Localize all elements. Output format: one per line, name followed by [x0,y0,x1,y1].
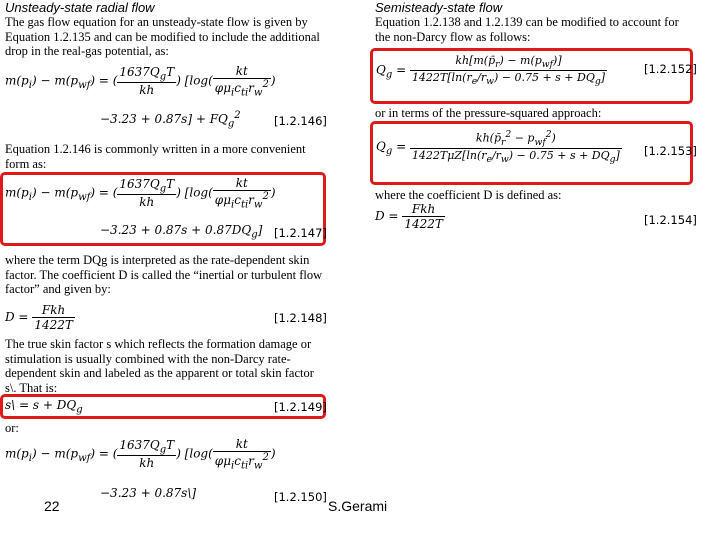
unsteady-intro: The gas flow equation for an unsteady-state flow is given by Equation 1.2.135 and can be modified to include the additional drop in the real-gas potential, as: [5,15,320,58]
eq-148-number: [1.2.148] [274,311,327,325]
author-name: S.Gerami [328,498,388,514]
eq-148: D = $\frac{\text{Fkh}}{1422T}$ [5,303,73,332]
pressure-squared-text: or in terms of the pressure-squared approach: [375,106,602,120]
page-number: 22 [44,498,60,514]
eq-152-number: [1.2.152] [644,62,697,76]
eq-154-number: [1.2.154] [644,213,697,227]
eq-150-line1: $m(p_i) - m(p_{wf})$ = ( $\frac{1637Q_gT}{kh}$ ) [log( $\frac{kt}{\varphi\mu_ic_{ti}r_w^2}$ ) [5,437,276,472]
eq-154: D = $\frac{\text{Fkh}}{1422T}$ [375,202,443,231]
or-text: or: [5,421,19,435]
coefficient-d-text: where the coefficient D is defined as: [375,188,562,202]
eq-152: $Q_g$ = $\frac{kh[m(p̄_r) - m(p_{wf})]}{1422T[\ln(r_e/r_w) - 0.75 + s + DQ_g]}$ [376,54,606,88]
eq-146-line1: $m(p_i) - m(p_{wf})$ = ( $\frac{1637Q_gT}{kh}$ ) [log( $\frac{kt}{\varphi\mu_ic_{ti}r_w^2}$ ) [5,64,276,99]
eq-147-line1: $m(p_i) - m(p_{wf})$ = ( $\frac{1637Q_gT}{kh}$ ) [log( $\frac{kt}{\varphi\mu_ic_{ti}r_w^2}$ ) [5,176,276,211]
eq-147-line2: $-3.23 + 0.87s + 0.87DQ_g$] [100,223,263,241]
eq-149: s\ = $s + DQ_g$ [5,398,83,416]
eq-153: $Q_g$ = $\frac{kh(p̄_r^2 - p_{wf}^2)}{1422T\mu Z[\ln(r_e/r_w) - 0.75 + s + DQ_g]}$ [376,129,620,166]
eq-146-line2: $-3.23 + 0.87s] + FQ_g^2$ [100,110,241,130]
eq-147-number: [1.2.147] [274,226,327,240]
eq-146-number: [1.2.146] [274,114,327,128]
true-skin-text: The true skin factor s which reflects the formation damage or stimulation is usually combined with the non-Darcy rate-dependent skin and labeled as the apparent or total skin factor s\. That is: [5,337,314,395]
semisteady-heading: Semisteady-state flow [375,0,503,15]
semisteady-intro: Equation 1.2.138 and 1.2.139 can be modified to account for the non-Darcy flow as follows: [375,15,679,44]
eq-150-line2: −3.23 + 0.87s\] [100,486,197,500]
eq-153-number: [1.2.153] [644,144,697,158]
eq-150-number: [1.2.150] [274,490,327,504]
mid-text: Equation 1.2.146 is commonly written in a more convenient form as: [5,142,306,171]
unsteady-heading: Unsteady-state radial flow [5,0,155,15]
eq-149-number: [1.2.149] [274,400,327,414]
rate-dependent-skin-text: where the term DQg is interpreted as the rate-dependent skin factor. The coefficient D is called the “inertial or turbulent flow factor” and given by: [5,253,323,296]
